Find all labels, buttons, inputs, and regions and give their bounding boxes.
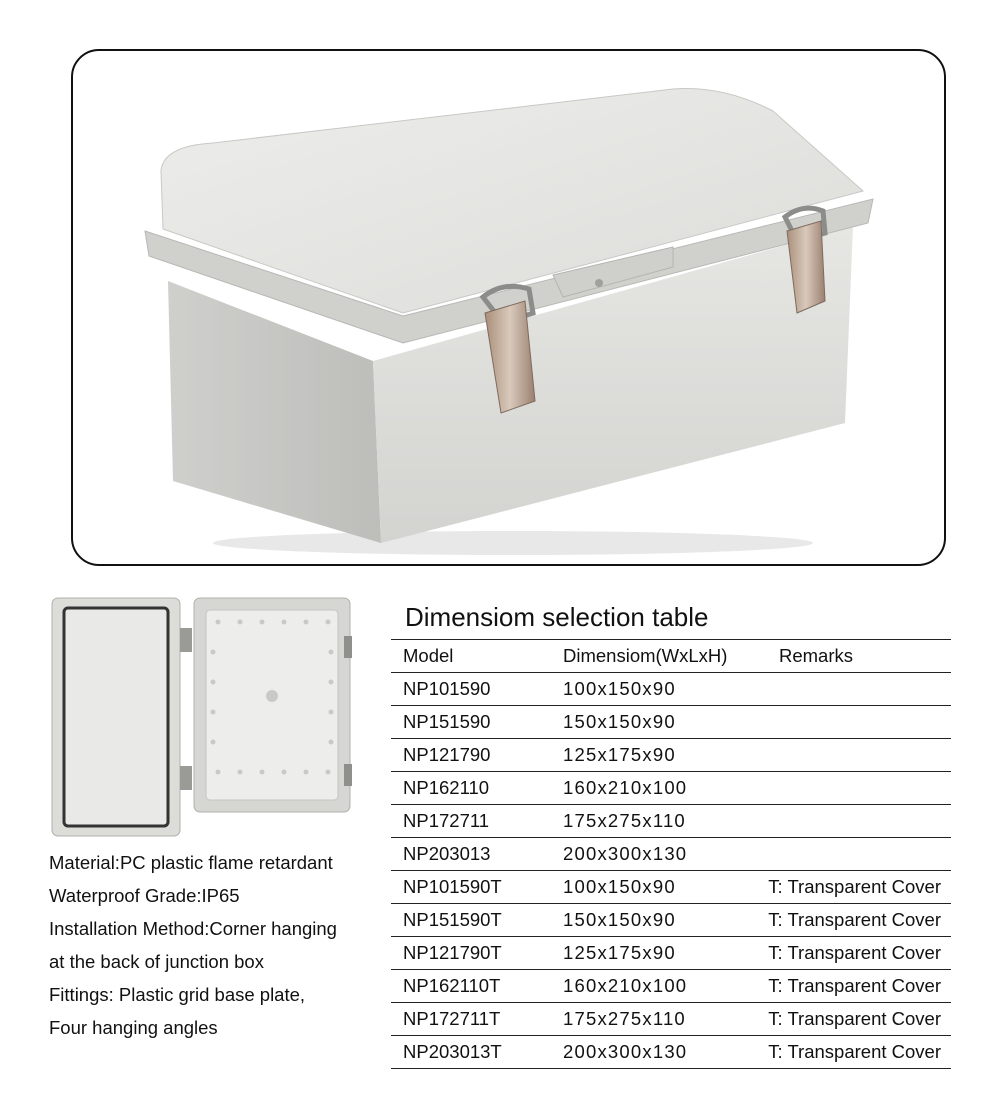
cell-model: NP203013T: [391, 1036, 563, 1069]
table-row: [391, 1003, 951, 1036]
cell-dimension: 160x210x100: [563, 772, 741, 805]
cell-model: NP151590: [391, 706, 563, 739]
table-row: [391, 871, 951, 904]
cell-model: NP172711: [391, 805, 563, 838]
cell-model: NP101590T: [391, 871, 563, 904]
cell-dimension: 125x175x90: [563, 739, 741, 772]
header-remarks: Remarks: [741, 640, 951, 673]
cell-model: NP101590: [391, 673, 563, 706]
cell-model: NP151590T: [391, 904, 563, 937]
cell-model: NP162110: [391, 772, 563, 805]
cell-dimension: 100x150x90: [563, 673, 741, 706]
spec-fittings-cont: Four hanging angles: [49, 1017, 218, 1038]
dimension-table: [391, 639, 951, 1069]
cell-model: NP121790T: [391, 937, 563, 970]
spec-material: Material:PC plastic flame retardant: [49, 852, 333, 873]
table-row: [391, 970, 951, 1003]
table-header-row: [391, 640, 951, 673]
cell-dimension: 100x150x90: [563, 871, 741, 904]
table-row: [391, 1036, 951, 1069]
cell-model: NP203013: [391, 838, 563, 871]
table-row: [391, 739, 951, 772]
cell-remarks: T: Transparent Cover: [741, 1036, 951, 1069]
spec-waterproof-grade: Waterproof Grade:IP65: [49, 885, 240, 906]
cell-remarks: T: Transparent Cover: [741, 904, 951, 937]
cell-dimension: 175x275x110: [563, 805, 741, 838]
cell-remarks: T: Transparent Cover: [741, 970, 951, 1003]
table-row: [391, 772, 951, 805]
table-row: [391, 706, 951, 739]
table-row: [391, 904, 951, 937]
cell-dimension: 175x275x110: [563, 1003, 741, 1036]
cell-model: NP172711T: [391, 1003, 563, 1036]
spec-fittings: Fittings: Plastic grid base plate,: [49, 984, 306, 1005]
header-dimension: Dimensiom(WxLxH): [563, 640, 741, 673]
cell-remarks: [741, 673, 951, 706]
spec-installation-method: Installation Method:Corner hanging: [49, 918, 337, 939]
dimension-table-section: [391, 596, 951, 1069]
cell-remarks: [741, 706, 951, 739]
cell-model: NP121790: [391, 739, 563, 772]
cell-dimension: 125x175x90: [563, 937, 741, 970]
open-box-photo: [48, 596, 358, 841]
table-row: [391, 673, 951, 706]
open-box-image: [48, 596, 358, 841]
product-photo-frame: [71, 49, 946, 566]
cell-remarks: T: Transparent Cover: [741, 871, 951, 904]
spec-list: [49, 846, 379, 1044]
cell-dimension: 160x210x100: [563, 970, 741, 1003]
cell-remarks: [741, 838, 951, 871]
cell-remarks: T: Transparent Cover: [741, 1003, 951, 1036]
cell-remarks: [741, 772, 951, 805]
cell-dimension: 150x150x90: [563, 904, 741, 937]
table-title: Dimensiom selection table: [405, 602, 709, 632]
cell-dimension: 200x300x130: [563, 1036, 741, 1069]
cell-remarks: [741, 739, 951, 772]
table-row: [391, 838, 951, 871]
cell-dimension: 150x150x90: [563, 706, 741, 739]
header-model: Model: [391, 640, 563, 673]
spec-installation-method-cont: at the back of junction box: [49, 951, 264, 972]
cell-dimension: 200x300x130: [563, 838, 741, 871]
table-row: [391, 937, 951, 970]
table-row: [391, 805, 951, 838]
junction-box-image: [73, 51, 944, 564]
cell-model: NP162110T: [391, 970, 563, 1003]
cell-remarks: [741, 805, 951, 838]
cell-remarks: T: Transparent Cover: [741, 937, 951, 970]
